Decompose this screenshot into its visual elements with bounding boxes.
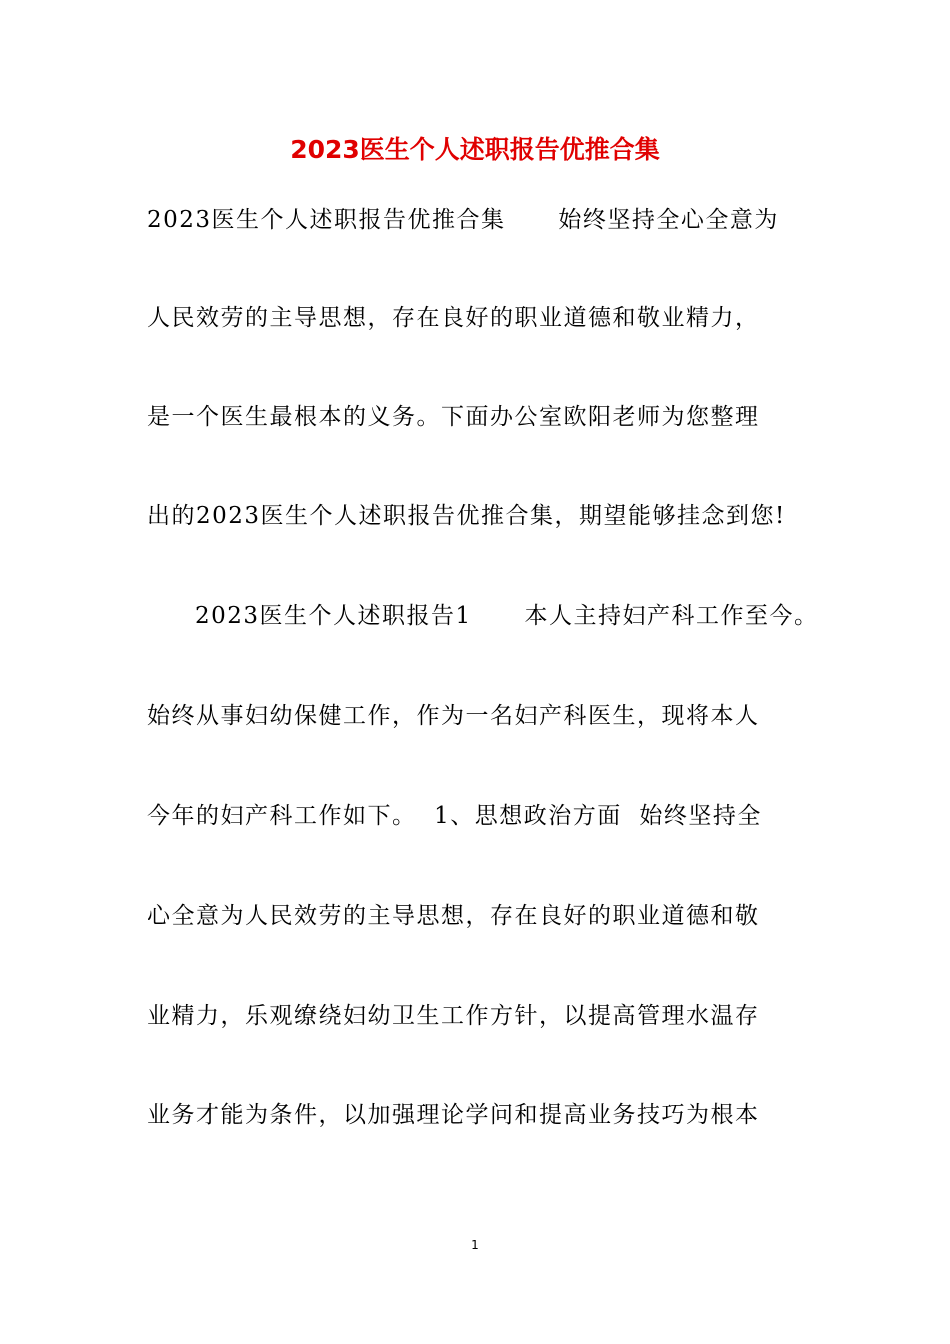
body-line-10: 业务才能为条件，以加强理论学问和提高业务技巧为根本 [147, 1102, 760, 1128]
body-line-8: 心全意为人民效劳的主导思想，存在良好的职业道德和敬 [147, 903, 760, 929]
body-line-7: 今年的妇产科工作如下。 1、思想政治方面 始终坚持全 [147, 803, 762, 829]
body-line-3: 是一个医生最根本的义务。下面办公室欧阳老师为您整理 [147, 404, 760, 430]
body-line-9: 业精力，乐观缭绕妇幼卫生工作方针，以提高管理水温存 [147, 1003, 760, 1029]
body-line-2: 人民效劳的主导思想，存在良好的职业道德和敬业精力， [147, 305, 760, 331]
body-line-6: 始终从事妇幼保健工作，作为一名妇产科医生，现将本人 [147, 703, 760, 729]
body-line-4: 出的2023医生个人述职报告优推合集，期望能够挂念到您! [147, 503, 786, 529]
body-line-5: 2023医生个人述职报告1 本人主持妇产科工作至今。 [195, 603, 819, 629]
page-number: 1 [471, 1238, 479, 1252]
document-title: 2023医生个人述职报告优推合集 [290, 135, 660, 164]
body-line-1: 2023医生个人述职报告优推合集 始终坚持全心全意为 [147, 207, 779, 233]
